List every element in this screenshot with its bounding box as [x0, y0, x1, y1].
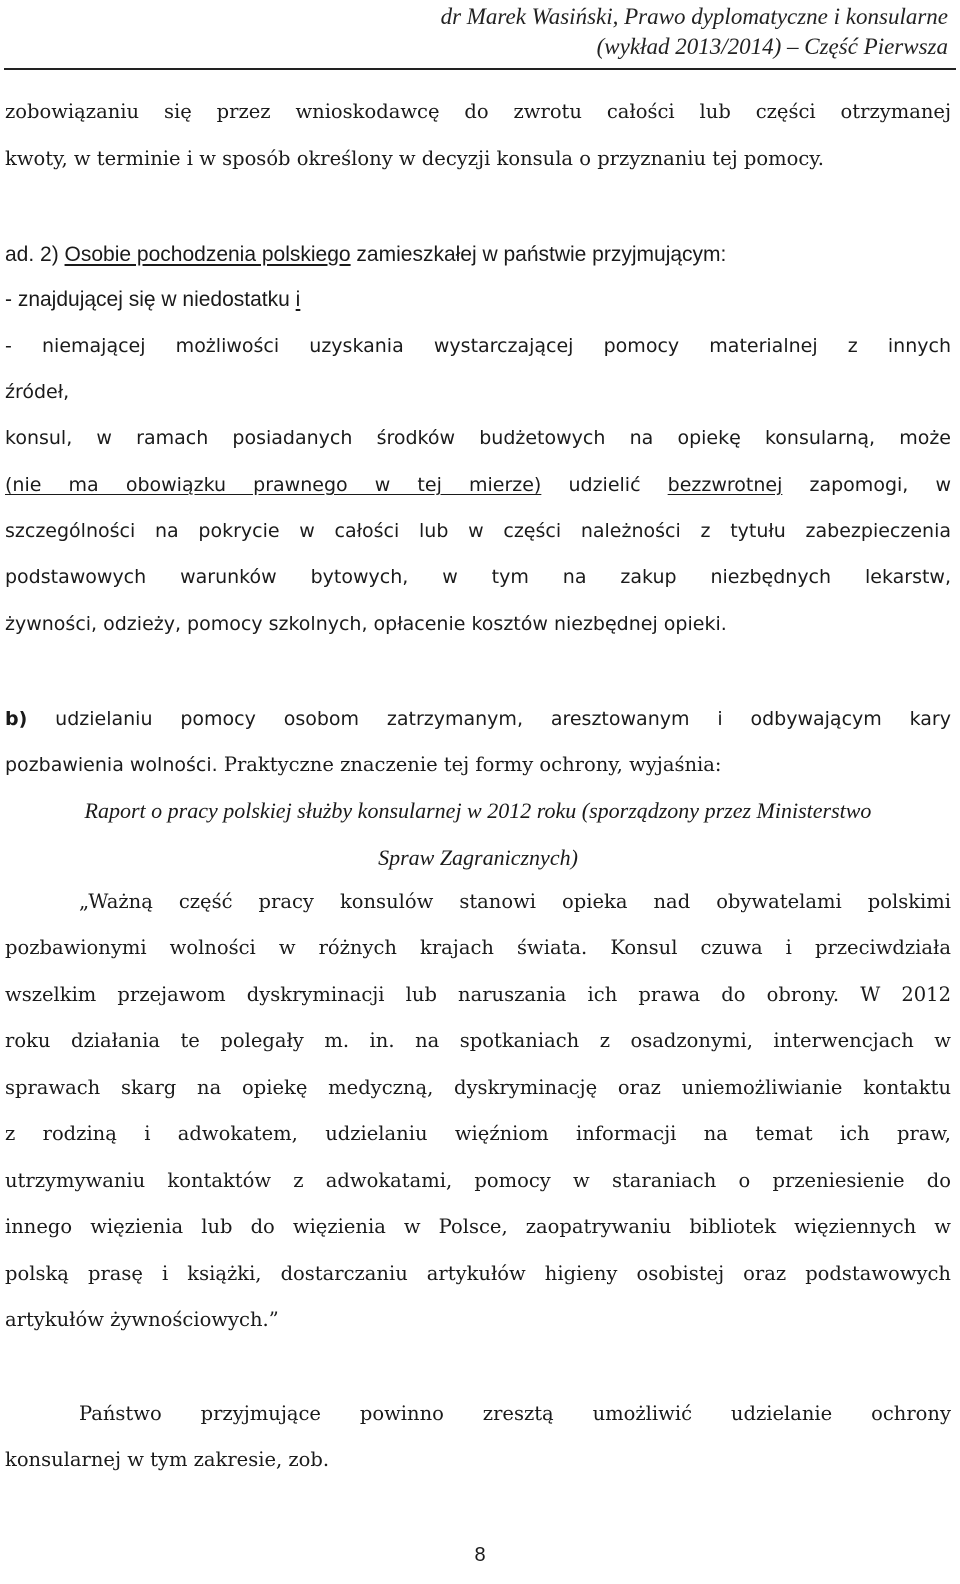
header-line-1: dr Marek Wasiński, Prawo dyplomatyczne i konsularne	[440, 4, 948, 29]
quote-line-1: „Ważną część pracy konsulów stanowi opieka nad obywatelami polskimi	[79, 890, 951, 913]
para4-line-1	[5, 704, 951, 734]
para3-line-4: podstawowych warunków bytowych, w tym na zakup niezbędnych lekarstw,	[5, 566, 951, 588]
para1-line-2: kwoty, w terminie i w sposób określony w decyzji konsula o przyznaniu tej pomocy.	[5, 147, 824, 170]
para3-no-obligation: (nie ma obowiązku prawnego w tej mierze)	[5, 474, 542, 496]
quote-line-2: pozbawionymi wolności w różnych krajach świata. Konsul czuwa i przeciwdziała	[5, 936, 951, 959]
para2-line-2	[5, 285, 951, 315]
para3-line-1: konsul, w ramach posiadanych środków budżetowych na opiekę konsularną, może	[5, 427, 951, 449]
para3-line-3: szczególności na pokrycie w całości lub w części należności z tytułu zabezpieczenia	[5, 520, 951, 542]
para2-suffix: zamieszkałej w państwie przyjmującym:	[350, 243, 727, 266]
para3-line-2-suffix: zapomogi, w	[782, 474, 951, 496]
quote-line-6: z rodziną i adwokatem, udzielaniu więźniom informacji na temat ich praw,	[5, 1122, 951, 1145]
para3-non-refundable: bezzwrotnej	[667, 474, 783, 496]
para2-underlined-phrase: Osobie pochodzenia polskiego	[64, 243, 351, 266]
quote-line-10: artykułów żywnościowych.”	[5, 1308, 279, 1331]
quote-line-9: polską prasę i książki, dostarczaniu artykułów higieny osobistej oraz podstawowych	[5, 1262, 951, 1285]
para2-line-3: - niemającej możliwości uzyskania wystarczającej pomocy materialnej z innych	[5, 335, 951, 357]
header-divider	[4, 68, 956, 70]
para3-line-2-mid: udzielić	[541, 474, 668, 496]
page-header	[188, 2, 948, 62]
para2-prefix: ad. 2)	[5, 243, 65, 266]
report-citation-line-2: Spraw Zagranicznych)	[378, 845, 578, 870]
para4-line-2	[5, 750, 951, 780]
quote-line-4: roku działania te polegały m. in. na spotkaniach z osadzonymi, interwencjach w	[5, 1029, 951, 1052]
para5-line-2: konsularnej w tym zakresie, zob.	[5, 1448, 330, 1471]
report-citation-line-1: Raport o pracy polskiej służby konsularnej w 2012 roku (sporządzony przez Ministerstwo	[84, 798, 872, 823]
para2-line-2-text: - znajdującej się w niedostatku	[5, 288, 296, 311]
para4-label: b)	[5, 708, 28, 730]
para4-line-1-rest: udzielaniu pomocy osobom zatrzymanym, aresztowanym i odbywającym kary	[27, 708, 951, 730]
para1-line-1: zobowiązaniu się przez wnioskodawcę do zwrotu całości lub części otrzymanej	[5, 100, 951, 123]
para3-line-2	[5, 470, 951, 500]
para4-line-2-a: pozbawienia wolności.	[5, 754, 218, 776]
quote-line-3: wszelkim przejawom dyskryminacji lub naruszania ich prawa do obrony. W 2012	[5, 983, 951, 1006]
para2-line-1	[5, 240, 951, 270]
para4-line-2-b: Praktyczne znaczenie tej formy ochrony, wyjaśnia:	[217, 753, 722, 776]
quote-line-7: utrzymywaniu kontaktów z adwokatami, pomocy w staraniach o przeniesienie do	[5, 1169, 951, 1192]
quote-line-5: sprawach skarg na opiekę medyczną, dyskryminację oraz uniemożliwianie kontaktu	[5, 1076, 951, 1099]
para2-line-2-underlined: i	[295, 288, 301, 311]
para3-line-5: żywności, odzieży, pomocy szkolnych, opłacenie kosztów niezbędnej opieki.	[5, 613, 727, 635]
quote-line-8: innego więzienia lub do więzienia w Polsce, zaopatrywaniu bibliotek więziennych w	[5, 1215, 951, 1238]
para2-line-4: źródeł,	[5, 381, 70, 403]
page-number: 8	[474, 1544, 486, 1566]
header-line-2: (wykład 2013/2014) – Część Pierwsza	[596, 34, 948, 59]
para5-line-1: Państwo przyjmujące powinno zresztą umożliwić udzielanie ochrony	[79, 1402, 951, 1425]
